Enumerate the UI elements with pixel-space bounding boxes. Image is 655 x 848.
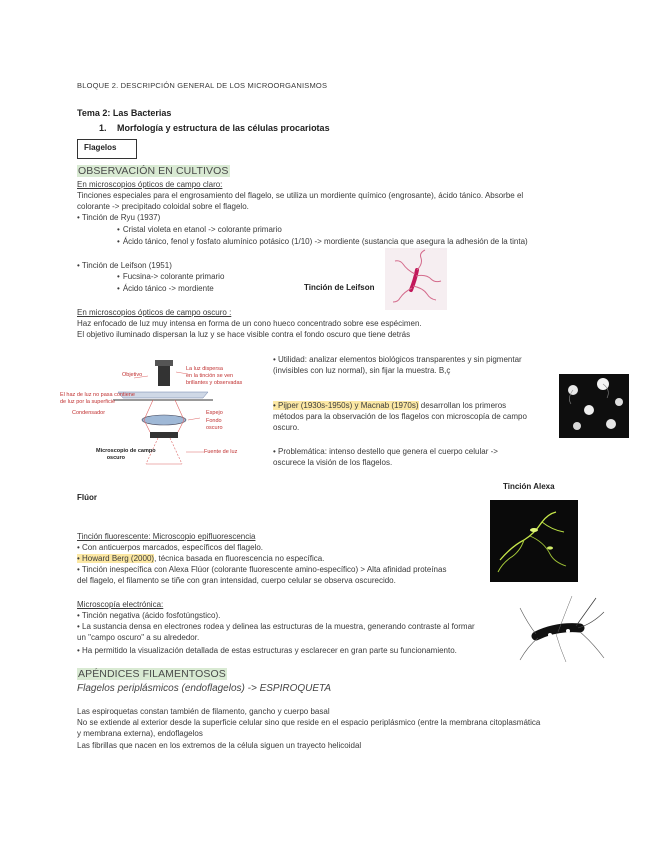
apendices-line-3: y membrana externa), endoflagelos	[77, 729, 203, 738]
clear-line-1: Tinciones especiales para el engrosamiento del flagelo, se utiliza un mordiente químico (engrosante), ácido tánico. Absorbe el	[77, 191, 524, 200]
block-title: BLOQUE 2. DESCRIPCIÓN GENERAL DE LOS MICROORGANISMOS	[77, 81, 328, 90]
electron-title: Microscopía electrónica:	[77, 600, 164, 609]
leifson-item-1: • Fucsina-> colorante primario	[117, 271, 224, 282]
utilidad-line-2: (invisibles con luz normal), sin fijar la muestra. B,ç	[273, 366, 451, 375]
dark-field-micrograph	[559, 374, 629, 438]
dark-line-1: Haz enfocado de luz muy intensa en forma de un cono hueco concentrado sobre ese espécimen.	[77, 319, 422, 328]
clear-field-title: En microscopios ópticos de campo claro:	[77, 180, 223, 189]
label-el-haz: El haz de luz no pasa contiene de luz por la superficie	[60, 392, 135, 405]
ryu-title: • Tinción de Ryu (1937)	[77, 213, 161, 222]
fluor-line-4: del flagelo, el filamento se tiñe con gran intensidad, cuerpo celular se observa oscurecido.	[77, 576, 396, 585]
leifson-caption: Tinción de Leifson	[304, 283, 375, 292]
leifson-title: • Tinción de Leifson (1951)	[77, 261, 172, 270]
apendices-heading: APÉNDICES FILAMENTOSOS	[78, 668, 226, 680]
label-espejo: Espejo	[206, 410, 223, 416]
topic-subtitle: Morfología y estructura de las células procariotas	[117, 123, 330, 133]
problem-line-1: • Problemática: intenso destello que genera el cuerpo celular ->	[273, 447, 498, 456]
flagelos-box: Flagelos	[77, 139, 137, 159]
cultivos-heading: OBSERVACIÓN EN CULTIVOS	[78, 165, 229, 177]
ryu-item-2: • Ácido tánico, fenol y fosfato alumínico potásico (1/10) -> mordiente (sustancia que asegura la adhesión de la tinta)	[117, 236, 528, 247]
apendices-line-1: Las espiroquetas constan también de filamento, gancho y cuerpo basal	[77, 707, 330, 716]
apendices-line-2: No se extiende al exterior desde la superficie celular sino que reside en el espacio periplásmico (entre la membrana citoplasmática	[77, 718, 541, 727]
label-luz-dispersa: La luz dispersa en la tinción se ven brillantes y observadas	[186, 366, 243, 386]
dark-field-diagram	[58, 352, 268, 470]
leifson-stain-image	[385, 248, 447, 310]
topic-title: Tema 2: Las Bacterias	[77, 108, 172, 118]
electron-line-3: un "campo oscuro" a su alrededor.	[77, 633, 200, 642]
fluor-line-2: • Howard Berg (2000), técnica basada en fluorescencia no específica.	[77, 554, 325, 563]
pijper-line-3: oscuro.	[273, 423, 300, 432]
problem-line-2: oscurece la visión de los flagelos.	[273, 458, 393, 467]
electron-line-4: • Ha permitido la visualización detallada de estas estructuras y esclarecer en gran parte su funcionamiento.	[77, 646, 457, 655]
fluor-line-1: • Con anticuerpos marcados, específicos del flagelo.	[77, 543, 264, 552]
pijper-line-1: • Pijper (1930s-1950s) y Macnab (1970s) desarrollan los primeros	[273, 401, 507, 410]
dark-line-2: El objetivo iluminado dispersan la luz y se hace visible contra el fondo oscuro que tiene detrás	[77, 330, 411, 339]
label-objetivo: Objetivo	[122, 372, 143, 378]
pijper-line-2: métodos para la observación de los flagelos con microscopía de campo	[273, 412, 527, 421]
apendices-subheading: Flagelos periplásmicos (endoflagelos) -> ESPIROQUETA	[77, 683, 332, 694]
electron-micrograph	[516, 586, 608, 668]
subtitle-number: 1.	[99, 123, 107, 133]
alexa-caption: Tinción Alexa	[503, 482, 555, 491]
ryu-item-1: • Cristal violeta en etanol -> colorante primario	[117, 224, 282, 235]
dark-field-title: En microscopios ópticos de campo oscuro :	[77, 308, 232, 317]
electron-line-2: • La sustancia densa en electrones rodea y delinea las estructuras de la muestra, generando contraste al formar	[77, 622, 475, 631]
fluor-title: Tinción fluorescente: Microscopio epifluorescencia	[77, 532, 256, 541]
leifson-item-2: • Ácido tánico -> mordiente	[117, 283, 214, 294]
label-microscope: Microscopio de campo oscuro	[96, 448, 156, 461]
apendices-line-4: Las fibrillas que nacen en los extremos de la célula siguen un trayecto helicoidal	[77, 741, 362, 750]
alexa-micrograph	[490, 500, 578, 582]
electron-line-1: • Tinción negativa (ácido fosfotúngstico).	[77, 611, 221, 620]
utilidad-line-1: • Utilidad: analizar elementos biológicos transparentes y sin pigmentar	[273, 355, 522, 364]
fluor-line-3: • Tinción inespecífica con Alexa Flúor (colorante fluorescente amino-específico) > Alta afinidad proteínas	[77, 565, 447, 574]
label-condensador: Condensador	[72, 410, 106, 416]
label-fuente: Fuente de luz	[204, 449, 238, 455]
label-fondo: Fondo oscuro	[206, 418, 223, 431]
clear-line-2: colorante -> precipitado coloidal sobre el flagelo.	[77, 202, 249, 211]
fluor-heading: Flúor	[77, 493, 97, 502]
